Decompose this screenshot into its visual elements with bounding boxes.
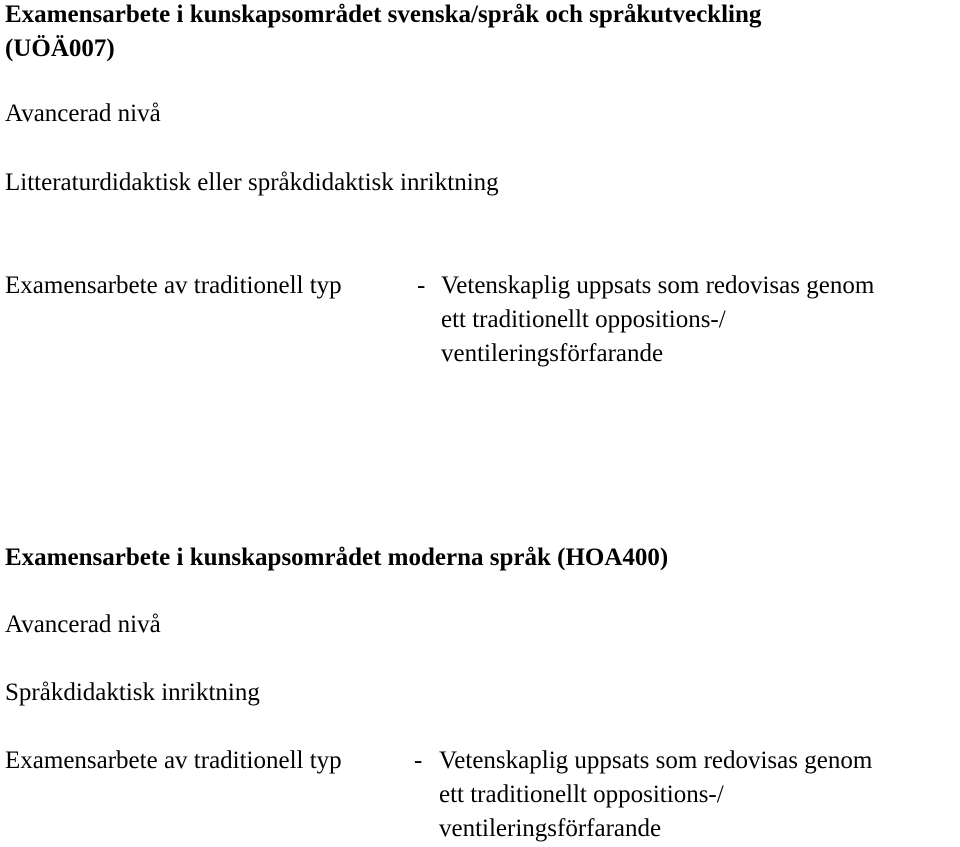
description-line: Vetenskaplig uppsats som redovisas genom bbox=[439, 747, 873, 774]
section-title: Examensarbete i kunskapsområdet moderna språk (HOA400) bbox=[5, 544, 669, 571]
exam-type-row bbox=[5, 269, 955, 371]
level-text: Avancerad nivå bbox=[5, 611, 161, 638]
exam-type-description bbox=[439, 744, 960, 846]
exam-type-dash: - bbox=[417, 272, 426, 299]
level-text: Avancerad nivå bbox=[5, 100, 161, 127]
exam-type-row bbox=[5, 744, 955, 846]
description-line: ventileringsförfarande bbox=[441, 340, 664, 367]
exam-type-term: Examensarbete av traditionell typ bbox=[5, 272, 342, 299]
direction-text: Språkdidaktisk inriktning bbox=[5, 679, 260, 706]
direction-text: Litteraturdidaktisk eller språkdidaktisk inriktning bbox=[5, 169, 499, 196]
description-line: ett traditionellt oppositions-/ bbox=[441, 306, 726, 333]
description-line: ett traditionellt oppositions-/ bbox=[439, 781, 724, 808]
section-title-code: (UÖÄ007) bbox=[5, 35, 115, 62]
exam-type-description bbox=[441, 269, 960, 371]
exam-type-term: Examensarbete av traditionell typ bbox=[5, 747, 342, 774]
exam-type-dash: - bbox=[414, 747, 423, 774]
section-title: Examensarbete i kunskapsområdet svenska/språk och språkutveckling bbox=[5, 1, 762, 28]
description-line: Vetenskaplig uppsats som redovisas genom bbox=[441, 272, 875, 299]
description-line: ventileringsförfarande bbox=[439, 815, 662, 842]
